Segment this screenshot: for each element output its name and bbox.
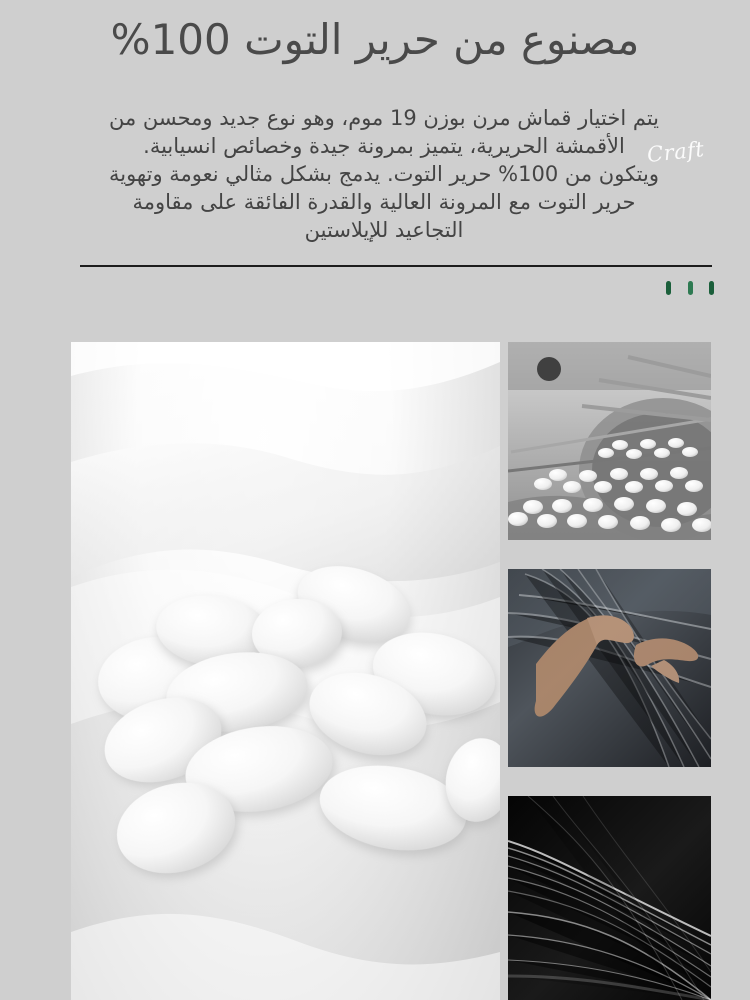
silk-cocoons-photo bbox=[71, 342, 500, 1000]
silk-threads-hands-photo bbox=[508, 569, 711, 767]
craft-watermark: Craft bbox=[645, 137, 706, 167]
silk-threads-hands-image bbox=[508, 569, 711, 767]
description-line: حرير التوت مع المرونة العالية والقدرة الفائقة على مقاومة bbox=[132, 190, 636, 214]
silk-reeling-cocoons-photo bbox=[508, 342, 711, 540]
product-description bbox=[85, 104, 683, 244]
reeling-machine-image bbox=[508, 342, 711, 540]
description-line: يتم اختيار قماش مرن بوزن 19 موم، وهو نوع جديد ومحسن من bbox=[108, 106, 660, 130]
silk-cocoons-image bbox=[71, 342, 500, 1000]
pagination-dots bbox=[666, 282, 714, 294]
indicator-dot-icon bbox=[709, 281, 714, 295]
silk-threads-closeup-photo bbox=[508, 796, 711, 1000]
description-line: التجاعيد للإيلاستين bbox=[304, 218, 464, 242]
section-divider bbox=[80, 265, 712, 267]
silk-threads-closeup-image bbox=[508, 796, 711, 1000]
page-title: مصنوع من حرير التوت 100% bbox=[110, 15, 640, 64]
indicator-dot-icon bbox=[666, 281, 671, 295]
indicator-dot-icon bbox=[688, 281, 693, 295]
description-line: ويتكون من 100% حرير التوت. يدمج بشكل مثالي نعومة وتهوية bbox=[108, 162, 659, 186]
description-line: الأقمشة الحريرية، يتميز بمرونة جيدة وخصائص انسيابية. bbox=[143, 134, 625, 158]
